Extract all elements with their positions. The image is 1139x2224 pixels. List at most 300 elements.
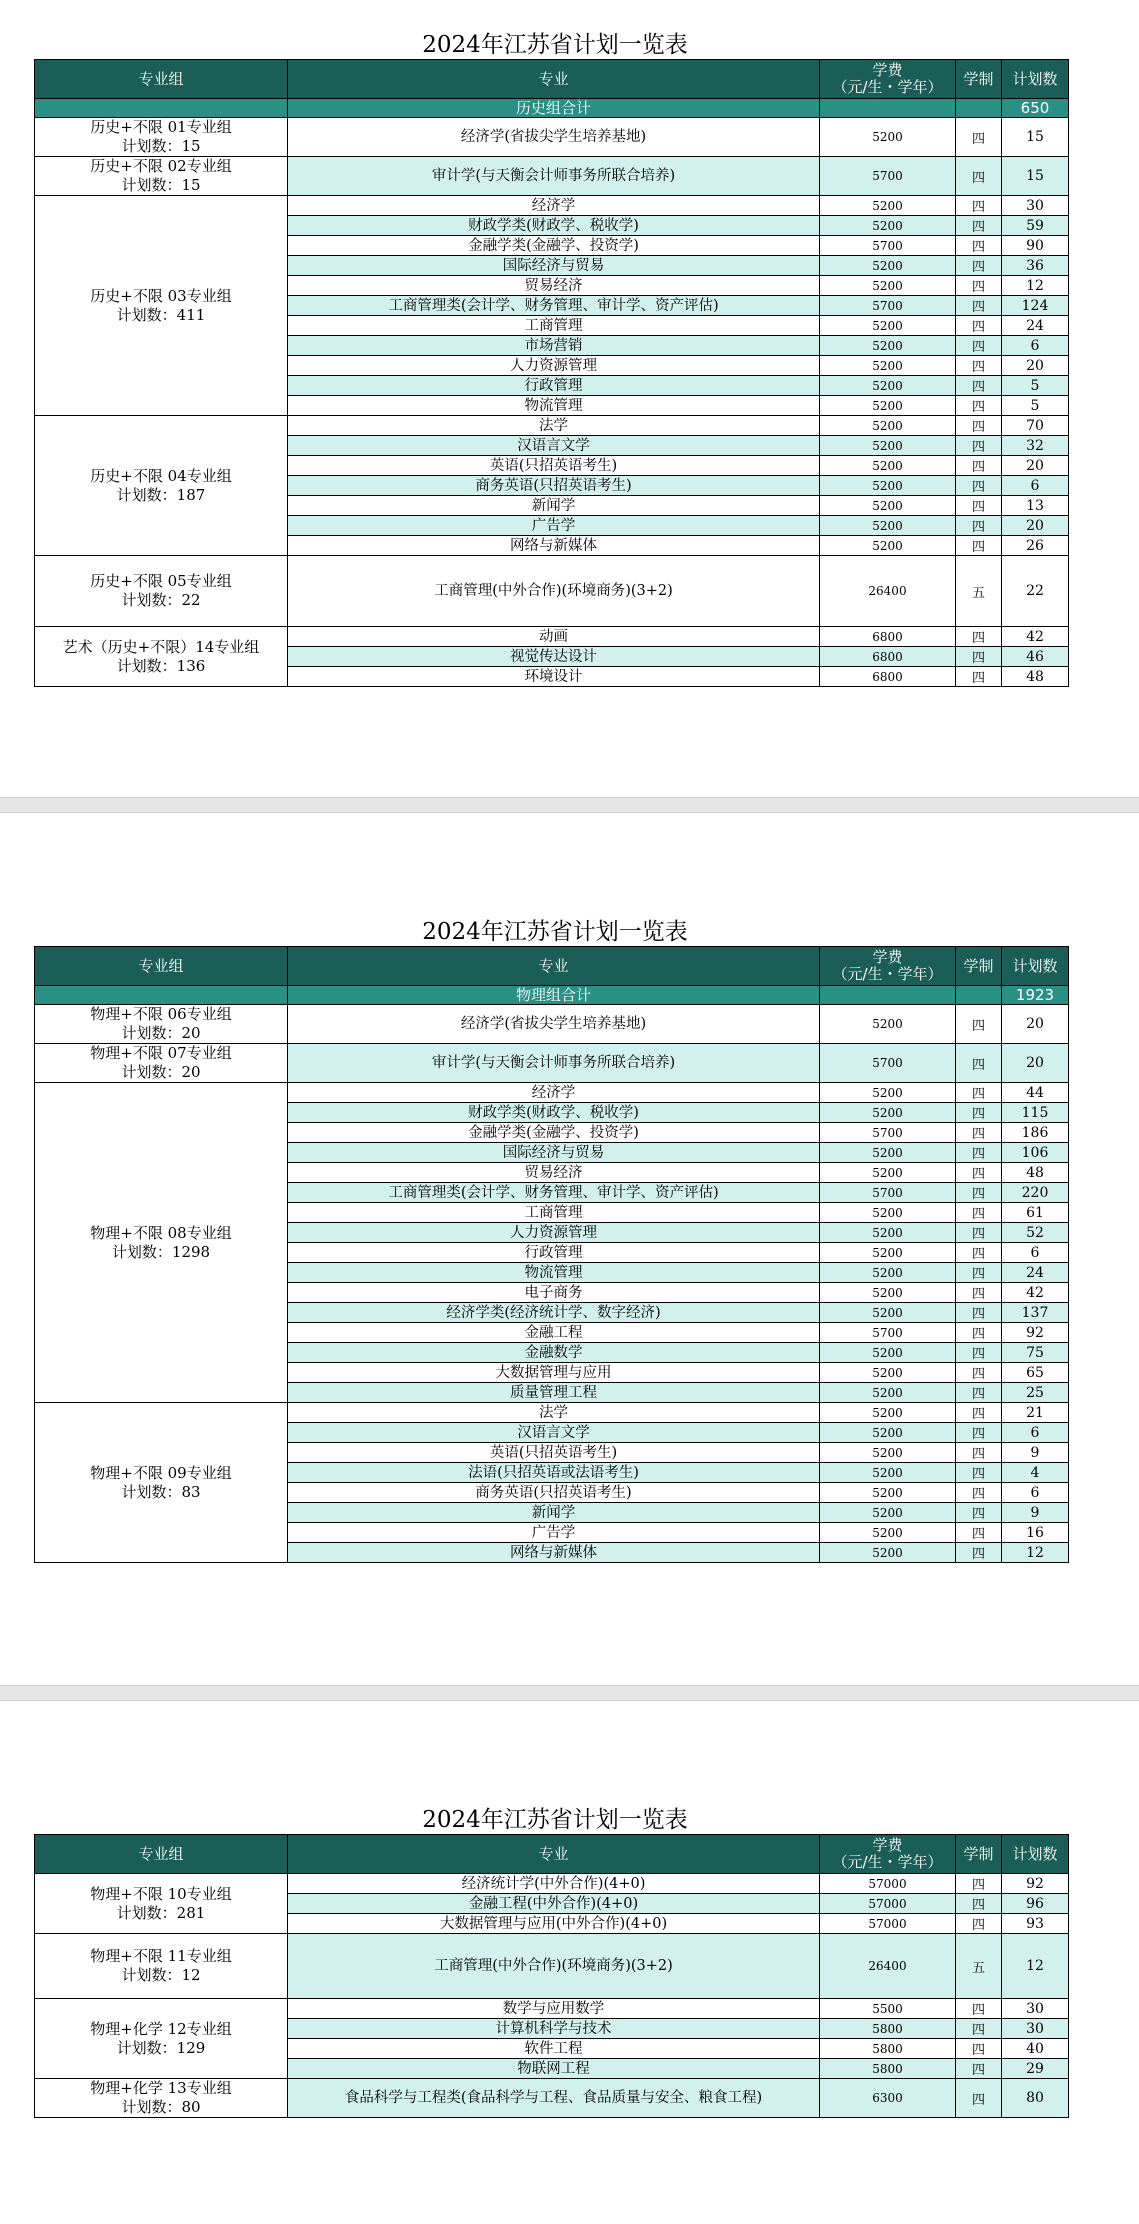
count-cell: 6	[1002, 336, 1069, 356]
table-header-row	[35, 947, 1069, 986]
system-cell: 四	[956, 1044, 1002, 1083]
count-cell: 92	[1002, 1323, 1069, 1343]
group-name: 物理+不限 09专业组	[90, 1463, 232, 1482]
count-cell: 15	[1002, 118, 1069, 157]
fee-cell: 26400	[820, 1934, 956, 1999]
system-cell: 四	[956, 416, 1002, 436]
count-cell: 186	[1002, 1123, 1069, 1143]
count-cell: 20	[1002, 1005, 1069, 1044]
table-row	[35, 118, 1069, 157]
major-cell: 财政学类(财政学、税收学)	[288, 216, 820, 236]
major-cell: 商务英语(只招英语考生)	[288, 1483, 820, 1503]
fee-cell: 57000	[820, 1874, 956, 1894]
fee-cell: 5200	[820, 256, 956, 276]
major-cell: 英语(只招英语考生)	[288, 456, 820, 476]
fee-cell: 5200	[820, 1103, 956, 1123]
count-cell: 42	[1002, 1283, 1069, 1303]
major-cell: 法学	[288, 1403, 820, 1423]
total-blank	[35, 986, 288, 1005]
major-cell: 金融数学	[288, 1343, 820, 1363]
major-cell: 网络与新媒体	[288, 1543, 820, 1563]
system-cell: 四	[956, 157, 1002, 196]
system-cell: 四	[956, 1363, 1002, 1383]
total-blank	[956, 986, 1002, 1005]
fee-cell: 5700	[820, 296, 956, 316]
major-cell: 英语(只招英语考生)	[288, 1443, 820, 1463]
system-cell: 四	[956, 1403, 1002, 1423]
major-cell: 国际经济与贸易	[288, 1143, 820, 1163]
fee-cell: 5200	[820, 516, 956, 536]
major-cell: 法学	[288, 416, 820, 436]
group-count: 计划数：15	[121, 137, 201, 155]
system-cell: 四	[956, 396, 1002, 416]
system-cell: 四	[956, 1223, 1002, 1243]
group-cell	[35, 1044, 288, 1083]
total-count: 1923	[1002, 986, 1069, 1005]
header-system: 学制	[956, 1835, 1002, 1874]
system-cell: 四	[956, 1543, 1002, 1563]
group-count: 计划数：83	[121, 1482, 201, 1501]
count-cell: 5	[1002, 396, 1069, 416]
count-cell: 42	[1002, 627, 1069, 647]
count-cell: 20	[1002, 1044, 1069, 1083]
count-cell: 30	[1002, 2019, 1069, 2039]
system-cell: 四	[956, 276, 1002, 296]
header-major: 专业	[288, 60, 820, 99]
count-cell: 24	[1002, 316, 1069, 336]
group-cell	[35, 157, 288, 196]
major-cell: 市场营销	[288, 336, 820, 356]
group-name: 历史+不限 02专业组	[90, 157, 232, 175]
major-cell: 行政管理	[288, 376, 820, 396]
system-cell: 四	[956, 496, 1002, 516]
plan-table	[34, 1834, 1069, 2118]
system-cell: 四	[956, 2079, 1002, 2118]
count-cell: 9	[1002, 1503, 1069, 1523]
table-header-row	[35, 60, 1069, 99]
group-name: 历史+不限 05专业组	[90, 572, 232, 590]
count-cell: 6	[1002, 1423, 1069, 1443]
count-cell: 59	[1002, 216, 1069, 236]
major-cell: 经济学(省拔尖学生培养基地)	[288, 1005, 820, 1044]
total-label: 历史组合计	[288, 99, 820, 118]
count-cell: 5	[1002, 376, 1069, 396]
page-title: 2024年江苏省计划一览表	[422, 919, 688, 945]
fee-cell: 57000	[820, 1894, 956, 1914]
system-cell: 五	[956, 1934, 1002, 1999]
system-cell: 四	[956, 1874, 1002, 1894]
system-cell: 四	[956, 627, 1002, 647]
fee-cell: 5200	[820, 1243, 956, 1263]
count-cell: 6	[1002, 1483, 1069, 1503]
major-cell: 食品科学与工程类(食品科学与工程、食品质量与安全、粮食工程)	[288, 2079, 820, 2118]
total-blank	[820, 986, 956, 1005]
count-cell: 46	[1002, 647, 1069, 667]
major-cell: 商务英语(只招英语考生)	[288, 476, 820, 496]
count-cell: 92	[1002, 1874, 1069, 1894]
page-separator	[0, 1685, 1139, 1701]
system-cell: 四	[956, 1163, 1002, 1183]
major-cell: 金融学类(金融学、投资学)	[288, 1123, 820, 1143]
system-cell: 四	[956, 356, 1002, 376]
count-cell: 12	[1002, 1934, 1069, 1999]
system-cell: 四	[956, 1894, 1002, 1914]
count-cell: 30	[1002, 196, 1069, 216]
count-cell: 12	[1002, 276, 1069, 296]
count-cell: 22	[1002, 556, 1069, 627]
system-cell: 四	[956, 2059, 1002, 2079]
fee-cell: 5200	[820, 396, 956, 416]
major-cell: 新闻学	[288, 496, 820, 516]
count-cell: 4	[1002, 1463, 1069, 1483]
group-cell	[35, 1999, 288, 2079]
major-cell: 工商管理	[288, 316, 820, 336]
group-count: 计划数：281	[116, 1903, 206, 1922]
fee-cell: 5800	[820, 2059, 956, 2079]
system-cell: 四	[956, 647, 1002, 667]
total-row	[35, 99, 1069, 118]
count-cell: 6	[1002, 476, 1069, 496]
system-cell: 四	[956, 1463, 1002, 1483]
system-cell: 四	[956, 456, 1002, 476]
system-cell: 四	[956, 1283, 1002, 1303]
major-cell: 汉语言文学	[288, 1423, 820, 1443]
fee-cell: 5500	[820, 1999, 956, 2019]
count-cell: 30	[1002, 1999, 1069, 2019]
header-fee-line1: 学费	[872, 1836, 903, 1854]
group-count: 计划数：129	[116, 2038, 206, 2057]
system-cell: 四	[956, 1203, 1002, 1223]
system-cell: 四	[956, 196, 1002, 216]
page-separator	[0, 797, 1139, 813]
count-cell: 65	[1002, 1363, 1069, 1383]
table-row	[35, 556, 1069, 627]
count-cell: 32	[1002, 436, 1069, 456]
group-name: 艺术（历史+不限）14专业组	[62, 637, 260, 656]
fee-cell: 5200	[820, 1163, 956, 1183]
count-cell: 48	[1002, 667, 1069, 687]
count-cell: 90	[1002, 236, 1069, 256]
major-cell: 国际经济与贸易	[288, 256, 820, 276]
group-count: 计划数：411	[116, 305, 206, 324]
group-name: 物理+不限 07专业组	[90, 1044, 232, 1062]
count-cell: 75	[1002, 1343, 1069, 1363]
fee-cell: 5200	[820, 1343, 956, 1363]
table-row	[35, 196, 1069, 216]
system-cell: 四	[956, 1483, 1002, 1503]
system-cell: 四	[956, 296, 1002, 316]
fee-cell: 6300	[820, 2079, 956, 2118]
major-cell: 审计学(与天衡会计师事务所联合培养)	[288, 157, 820, 196]
group-cell	[35, 416, 288, 556]
header-fee-line2: （元/生・学年）	[832, 1853, 943, 1871]
page-3	[0, 1701, 1139, 2224]
major-cell: 贸易经济	[288, 1163, 820, 1183]
system-cell: 四	[956, 2039, 1002, 2059]
count-cell: 48	[1002, 1163, 1069, 1183]
fee-cell: 5700	[820, 1044, 956, 1083]
count-cell: 220	[1002, 1183, 1069, 1203]
major-cell: 审计学(与天衡会计师事务所联合培养)	[288, 1044, 820, 1083]
major-cell: 法语(只招英语或法语考生)	[288, 1463, 820, 1483]
fee-cell: 57000	[820, 1914, 956, 1934]
count-cell: 15	[1002, 157, 1069, 196]
fee-cell: 5200	[820, 1443, 956, 1463]
group-count: 计划数：22	[121, 591, 201, 609]
fee-cell: 5200	[820, 476, 956, 496]
system-cell: 四	[956, 1263, 1002, 1283]
header-system: 学制	[956, 60, 1002, 99]
system-cell: 四	[956, 1103, 1002, 1123]
group-name: 历史+不限 01专业组	[90, 118, 232, 136]
count-cell: 29	[1002, 2059, 1069, 2079]
count-cell: 16	[1002, 1523, 1069, 1543]
group-cell	[35, 2079, 288, 2118]
total-blank	[956, 99, 1002, 118]
header-fee-line1: 学费	[872, 948, 903, 966]
count-cell: 61	[1002, 1203, 1069, 1223]
fee-cell: 5200	[820, 1223, 956, 1243]
system-cell: 四	[956, 316, 1002, 336]
fee-cell: 5200	[820, 196, 956, 216]
group-cell	[35, 1403, 288, 1563]
major-cell: 数学与应用数学	[288, 1999, 820, 2019]
major-cell: 人力资源管理	[288, 1223, 820, 1243]
fee-cell: 5200	[820, 1383, 956, 1403]
fee-cell: 5700	[820, 1183, 956, 1203]
table-row	[35, 1403, 1069, 1423]
table-row	[35, 1934, 1069, 1999]
page-1	[0, 0, 1139, 805]
fee-cell: 5200	[820, 1283, 956, 1303]
fee-cell: 5700	[820, 157, 956, 196]
header-fee	[820, 947, 956, 986]
group-cell	[35, 1934, 288, 1999]
major-cell: 物联网工程	[288, 2059, 820, 2079]
table-row	[35, 157, 1069, 196]
fee-cell: 5200	[820, 1083, 956, 1103]
group-name: 物理+不限 08专业组	[90, 1223, 232, 1242]
count-cell: 25	[1002, 1383, 1069, 1403]
system-cell: 四	[956, 1323, 1002, 1343]
header-fee-line2: （元/生・学年）	[832, 965, 943, 983]
fee-cell: 5800	[820, 2019, 956, 2039]
system-cell: 四	[956, 376, 1002, 396]
page-2	[0, 813, 1139, 1693]
count-cell: 24	[1002, 1263, 1069, 1283]
fee-cell: 5200	[820, 336, 956, 356]
group-count: 计划数：1298	[111, 1242, 211, 1261]
fee-cell: 5200	[820, 1523, 956, 1543]
major-cell: 质量管理工程	[288, 1383, 820, 1403]
fee-cell: 5200	[820, 1203, 956, 1223]
count-cell: 96	[1002, 1894, 1069, 1914]
fee-cell: 5200	[820, 1263, 956, 1283]
group-name: 历史+不限 03专业组	[90, 286, 232, 305]
major-cell: 金融学类(金融学、投资学)	[288, 236, 820, 256]
table-row	[35, 1083, 1069, 1103]
fee-cell: 5200	[820, 536, 956, 556]
major-cell: 物流管理	[288, 396, 820, 416]
system-cell: 四	[956, 1243, 1002, 1263]
group-count: 计划数：187	[116, 485, 206, 504]
major-cell: 金融工程(中外合作)(4+0)	[288, 1894, 820, 1914]
count-cell: 70	[1002, 416, 1069, 436]
total-row	[35, 986, 1069, 1005]
count-cell: 44	[1002, 1083, 1069, 1103]
fee-cell: 5700	[820, 1323, 956, 1343]
system-cell: 四	[956, 1914, 1002, 1934]
fee-cell: 6800	[820, 627, 956, 647]
major-cell: 工商管理类(会计学、财务管理、审计学、资产评估)	[288, 1183, 820, 1203]
major-cell: 物流管理	[288, 1263, 820, 1283]
system-cell: 四	[956, 1503, 1002, 1523]
major-cell: 网络与新媒体	[288, 536, 820, 556]
total-count: 650	[1002, 99, 1069, 118]
system-cell: 四	[956, 236, 1002, 256]
group-count: 计划数：15	[121, 176, 201, 194]
system-cell: 四	[956, 1083, 1002, 1103]
count-cell: 40	[1002, 2039, 1069, 2059]
major-cell: 汉语言文学	[288, 436, 820, 456]
system-cell: 四	[956, 1343, 1002, 1363]
system-cell: 四	[956, 1183, 1002, 1203]
fee-cell: 5200	[820, 1423, 956, 1443]
system-cell: 四	[956, 336, 1002, 356]
system-cell: 四	[956, 476, 1002, 496]
count-cell: 52	[1002, 1223, 1069, 1243]
fee-cell: 5200	[820, 1005, 956, 1044]
table-row	[35, 627, 1069, 647]
system-cell: 四	[956, 256, 1002, 276]
major-cell: 软件工程	[288, 2039, 820, 2059]
header-group: 专业组	[35, 947, 288, 986]
system-cell: 四	[956, 216, 1002, 236]
fee-cell: 5200	[820, 1463, 956, 1483]
fee-cell: 5200	[820, 1363, 956, 1383]
count-cell: 9	[1002, 1443, 1069, 1463]
system-cell: 四	[956, 436, 1002, 456]
count-cell: 26	[1002, 536, 1069, 556]
header-group: 专业组	[35, 60, 288, 99]
major-cell: 视觉传达设计	[288, 647, 820, 667]
fee-cell: 5800	[820, 2039, 956, 2059]
fee-cell: 5700	[820, 1123, 956, 1143]
system-cell: 四	[956, 1523, 1002, 1543]
group-count: 计划数：80	[121, 2098, 201, 2116]
fee-cell: 5200	[820, 416, 956, 436]
fee-cell: 5200	[820, 1143, 956, 1163]
group-count: 计划数：12	[121, 1966, 201, 1984]
major-cell: 经济统计学(中外合作)(4+0)	[288, 1874, 820, 1894]
group-cell	[35, 556, 288, 627]
table-row	[35, 1999, 1069, 2019]
fee-cell: 6800	[820, 667, 956, 687]
fee-cell: 6800	[820, 647, 956, 667]
major-cell: 广告学	[288, 1523, 820, 1543]
group-count: 计划数：20	[121, 1024, 201, 1042]
major-cell: 工商管理(中外合作)(环境商务)(3+2)	[288, 556, 820, 627]
table-row	[35, 1044, 1069, 1083]
header-major: 专业	[288, 1835, 820, 1874]
major-cell: 电子商务	[288, 1283, 820, 1303]
fee-cell: 5200	[820, 1483, 956, 1503]
system-cell: 四	[956, 536, 1002, 556]
system-cell: 四	[956, 1383, 1002, 1403]
count-cell: 6	[1002, 1243, 1069, 1263]
major-cell: 环境设计	[288, 667, 820, 687]
count-cell: 80	[1002, 2079, 1069, 2118]
system-cell: 四	[956, 1443, 1002, 1463]
major-cell: 经济学	[288, 196, 820, 216]
group-name: 物理+不限 11专业组	[90, 1947, 232, 1965]
group-name: 物理+不限 10专业组	[90, 1884, 232, 1903]
system-cell: 四	[956, 118, 1002, 157]
count-cell: 115	[1002, 1103, 1069, 1123]
table-row	[35, 1874, 1069, 1894]
count-cell: 20	[1002, 456, 1069, 476]
header-fee-line2: （元/生・学年）	[832, 78, 943, 96]
system-cell: 五	[956, 556, 1002, 627]
group-count: 计划数：20	[121, 1063, 201, 1081]
group-name: 物理+不限 06专业组	[90, 1005, 232, 1023]
major-cell: 计算机科学与技术	[288, 2019, 820, 2039]
group-count: 计划数：136	[116, 656, 206, 675]
fee-cell: 5200	[820, 216, 956, 236]
fee-cell: 5200	[820, 436, 956, 456]
table-row	[35, 2079, 1069, 2118]
header-count: 计划数	[1002, 947, 1069, 986]
major-cell: 工商管理	[288, 1203, 820, 1223]
major-cell: 大数据管理与应用	[288, 1363, 820, 1383]
system-cell: 四	[956, 516, 1002, 536]
system-cell: 四	[956, 1143, 1002, 1163]
fee-cell: 5200	[820, 456, 956, 476]
major-cell: 动画	[288, 627, 820, 647]
system-cell: 四	[956, 1303, 1002, 1323]
system-cell: 四	[956, 667, 1002, 687]
header-fee	[820, 1835, 956, 1874]
header-group: 专业组	[35, 1835, 288, 1874]
count-cell: 20	[1002, 516, 1069, 536]
header-fee	[820, 60, 956, 99]
fee-cell: 5200	[820, 496, 956, 516]
system-cell: 四	[956, 2019, 1002, 2039]
fee-cell: 5200	[820, 356, 956, 376]
group-cell	[35, 1874, 288, 1934]
fee-cell: 5200	[820, 1303, 956, 1323]
page-title: 2024年江苏省计划一览表	[422, 1807, 688, 1833]
group-name: 物理+化学 13专业组	[90, 2079, 232, 2097]
fee-cell: 5200	[820, 1403, 956, 1423]
major-cell: 工商管理类(会计学、财务管理、审计学、资产评估)	[288, 296, 820, 316]
system-cell: 四	[956, 1123, 1002, 1143]
fee-cell: 26400	[820, 556, 956, 627]
total-label: 物理组合计	[288, 986, 820, 1005]
group-cell	[35, 196, 288, 416]
count-cell: 106	[1002, 1143, 1069, 1163]
table-row	[35, 416, 1069, 436]
fee-cell: 5200	[820, 376, 956, 396]
total-blank	[35, 99, 288, 118]
fee-cell: 5200	[820, 276, 956, 296]
table-header-row	[35, 1835, 1069, 1874]
header-system: 学制	[956, 947, 1002, 986]
plan-table	[34, 946, 1069, 1563]
count-cell: 93	[1002, 1914, 1069, 1934]
system-cell: 四	[956, 1999, 1002, 2019]
group-cell	[35, 118, 288, 157]
